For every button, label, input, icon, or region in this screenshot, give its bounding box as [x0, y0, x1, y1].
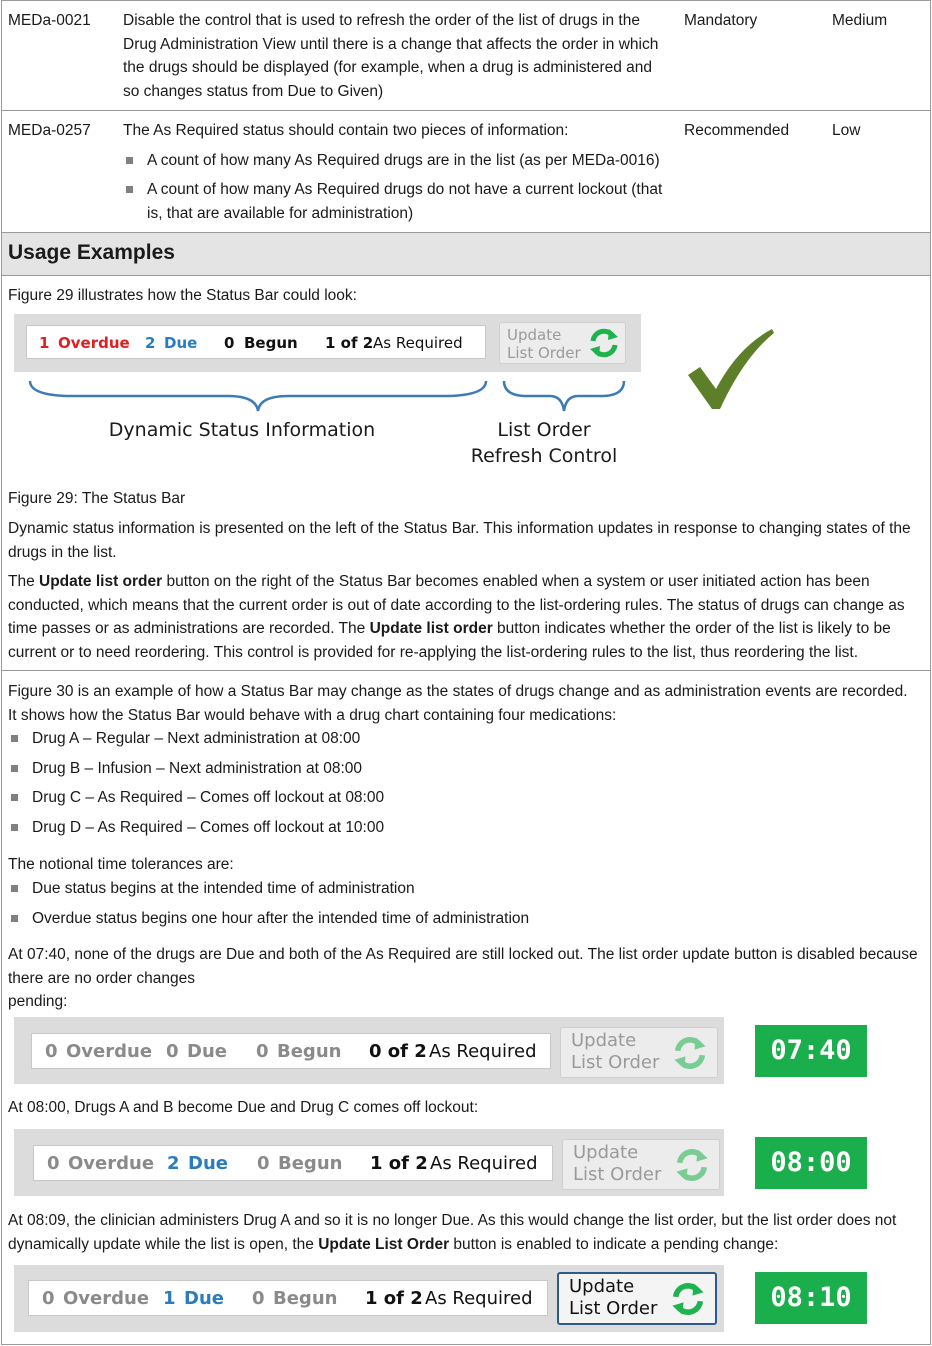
checkmark-icon — [686, 327, 776, 411]
status-info-box — [31, 1033, 551, 1069]
dynamic-status-label: Dynamic Status Information — [108, 419, 376, 441]
overdue-count: 1 — [39, 334, 50, 352]
step-1-text — [8, 943, 920, 1014]
requirement-level: Medium — [832, 12, 888, 29]
status-bar-0810 — [14, 1265, 724, 1332]
status-info-box — [26, 325, 486, 359]
step-3-text — [8, 1209, 920, 1256]
list-order-refresh-label — [454, 417, 634, 469]
tolerance-list — [8, 877, 908, 930]
begun-label: Begun — [273, 1288, 338, 1309]
requirement-description: The As Required status should contain two pieces of information: — [123, 122, 569, 139]
as-required-label: As Required — [430, 1153, 538, 1174]
due-count: 0 — [166, 1041, 179, 1062]
button-label-line2: List Order — [569, 1298, 658, 1319]
requirement-priority: Mandatory — [684, 12, 758, 29]
button-label-line2: List Order — [573, 1164, 662, 1185]
status-bar-0800 — [14, 1129, 724, 1196]
tolerance-intro: The notional time tolerances are: — [8, 856, 234, 873]
refresh-icon — [671, 1034, 709, 1072]
requirement-bullet-list — [123, 149, 671, 226]
overdue-count: 0 — [45, 1041, 58, 1062]
refresh-icon — [673, 1146, 711, 1184]
begun-count: 0 — [224, 334, 235, 352]
text-run: button is enabled to indicate a pending change: — [449, 1235, 779, 1253]
step-2-text: At 08:00, Drugs A and B become Due and Drug C comes off lockout: — [8, 1099, 479, 1116]
begun-label: Begun — [244, 334, 298, 352]
begun-count: 0 — [257, 1153, 270, 1174]
as-required-count: 1 of 2 — [365, 1288, 423, 1309]
section-divider — [2, 670, 930, 671]
button-label-line2: List Order — [571, 1052, 660, 1073]
clock-display: 08:10 — [755, 1272, 867, 1324]
update-list-order-button-disabled[interactable] — [499, 322, 626, 364]
due-count: 2 — [145, 334, 156, 352]
requirement-level: Low — [832, 122, 861, 139]
due-label: Due — [187, 1041, 227, 1062]
as-required-label: As Required — [429, 1041, 537, 1062]
list-item: Overdue status begins one hour after the intended time of administration — [8, 907, 908, 931]
bold-term: Update List Order — [318, 1235, 450, 1253]
refresh-icon — [587, 326, 621, 360]
drug-list — [8, 727, 908, 839]
refresh-icon — [669, 1280, 707, 1318]
begun-label: Begun — [277, 1041, 342, 1062]
list-order-label-line2: Refresh Control — [470, 445, 618, 467]
requirement-row-medA-0257 — [2, 111, 930, 233]
as-required-label: As Required — [373, 334, 463, 352]
dynamic-status-brace — [28, 379, 488, 413]
status-bar-0740 — [14, 1017, 724, 1084]
begun-label: Begun — [278, 1153, 343, 1174]
as-required-label: As Required — [425, 1288, 533, 1309]
list-item: Drug D – As Required – Comes off lockout at 10:00 — [8, 816, 908, 840]
as-required-count: 1 of 2 — [370, 1153, 428, 1174]
text-run: button on the right of the Status Bar becomes enabled when a system or user initiated action has been conducted, which means that the current order is out of date according to the list-ordering rules. The status of drugs can change as time passes or as administrations are recorded. The — [8, 573, 905, 637]
list-order-brace — [502, 379, 626, 413]
overdue-label: Overdue — [63, 1288, 150, 1309]
update-list-order-button-disabled[interactable] — [562, 1139, 720, 1190]
as-required-count: 1 of 2 — [325, 334, 374, 352]
due-label: Due — [188, 1153, 228, 1174]
list-item: Due status begins at the intended time of administration — [8, 877, 908, 901]
text-run: The — [8, 573, 40, 590]
bold-term: Update list order — [39, 573, 163, 590]
requirement-priority: Recommended — [684, 122, 790, 139]
button-label-line1: Update — [573, 1142, 639, 1163]
requirement-description-block — [123, 119, 671, 225]
status-info-box — [28, 1280, 548, 1316]
overdue-count: 0 — [47, 1153, 60, 1174]
list-item: Drug C – As Required – Comes off lockout at 08:00 — [8, 786, 908, 810]
figure-30-intro: Figure 30 is an example of how a Status Bar may change as the states of drugs change and as administration events are recorded. It shows how the Status Bar would behave with a drug chart containing four medications: — [8, 683, 908, 724]
begun-count: 0 — [256, 1041, 269, 1062]
button-label-line2: List Order — [507, 344, 581, 362]
text-run: button indicates whether the order of the list is likely to be current or to need reordering. This control is provided for re-applying the list-ordering rules to the list, thus reordering the list. — [8, 620, 891, 661]
requirement-row-medA-0021 — [2, 1, 930, 111]
text-run: pending: — [8, 993, 68, 1010]
due-count: 2 — [167, 1153, 180, 1174]
button-label-line1: Update — [569, 1276, 635, 1297]
begun-count: 0 — [252, 1288, 265, 1309]
due-label: Due — [164, 334, 198, 352]
paragraph-update-list-order — [8, 570, 920, 664]
text-run: At 08:09, the clinician administers Drug A and so it is no longer Due. As this would change the list order, but the list order does not dynamically update while the list is open, the — [8, 1212, 897, 1253]
button-label-line1: Update — [507, 326, 562, 344]
list-item: A count of how many As Required drugs are in the list (as per MEDa-0016) — [123, 149, 671, 173]
as-required-count: 0 of 2 — [369, 1041, 427, 1062]
requirement-id: MEDa-0257 — [8, 122, 91, 139]
requirement-id: MEDa-0021 — [8, 12, 91, 29]
overdue-label: Overdue — [68, 1153, 155, 1174]
update-list-order-button-disabled[interactable] — [560, 1027, 718, 1078]
status-info-box — [33, 1145, 553, 1181]
usage-examples-heading — [2, 233, 930, 276]
clock-display: 08:00 — [755, 1137, 867, 1189]
due-count: 1 — [163, 1288, 176, 1309]
paragraph-dynamic-status: Dynamic status information is presented on the left of the Status Bar. This information updates in response to changing states of the drugs in the list. — [8, 520, 911, 561]
figure-29-intro: Figure 29 illustrates how the Status Bar could look: — [8, 287, 357, 304]
overdue-count: 0 — [42, 1288, 55, 1309]
list-item: A count of how many As Required drugs do not have a current lockout (that is, that are available for administration) — [123, 178, 671, 225]
button-label-line1: Update — [571, 1030, 637, 1051]
section-title: Usage Examples — [8, 241, 175, 264]
list-item: Drug A – Regular – Next administration at 08:00 — [8, 727, 908, 751]
list-item: Drug B – Infusion – Next administration at 08:00 — [8, 757, 908, 781]
overdue-label: Overdue — [66, 1041, 153, 1062]
requirement-description: Disable the control that is used to refresh the order of the list of drugs in the Drug Administration View until there is a change that affects the order in which the drugs should be displayed (for example, when a drug is administered and so changes status from Due to Given) — [123, 12, 659, 100]
overdue-label: Overdue — [58, 334, 130, 352]
bold-term: Update list order — [369, 620, 493, 637]
text-run: At 07:40, none of the drugs are Due and both of the As Required are still locked out. The list order update button is disabled because there are no order changes — [8, 946, 918, 987]
clock-display: 07:40 — [755, 1025, 867, 1077]
due-label: Due — [184, 1288, 224, 1309]
document-page — [1, 0, 931, 1345]
figure-29-caption: Figure 29: The Status Bar — [8, 490, 186, 507]
figure-29-status-bar — [14, 314, 641, 372]
update-list-order-button-enabled[interactable] — [557, 1272, 717, 1325]
list-order-label-line1: List Order — [497, 419, 591, 441]
